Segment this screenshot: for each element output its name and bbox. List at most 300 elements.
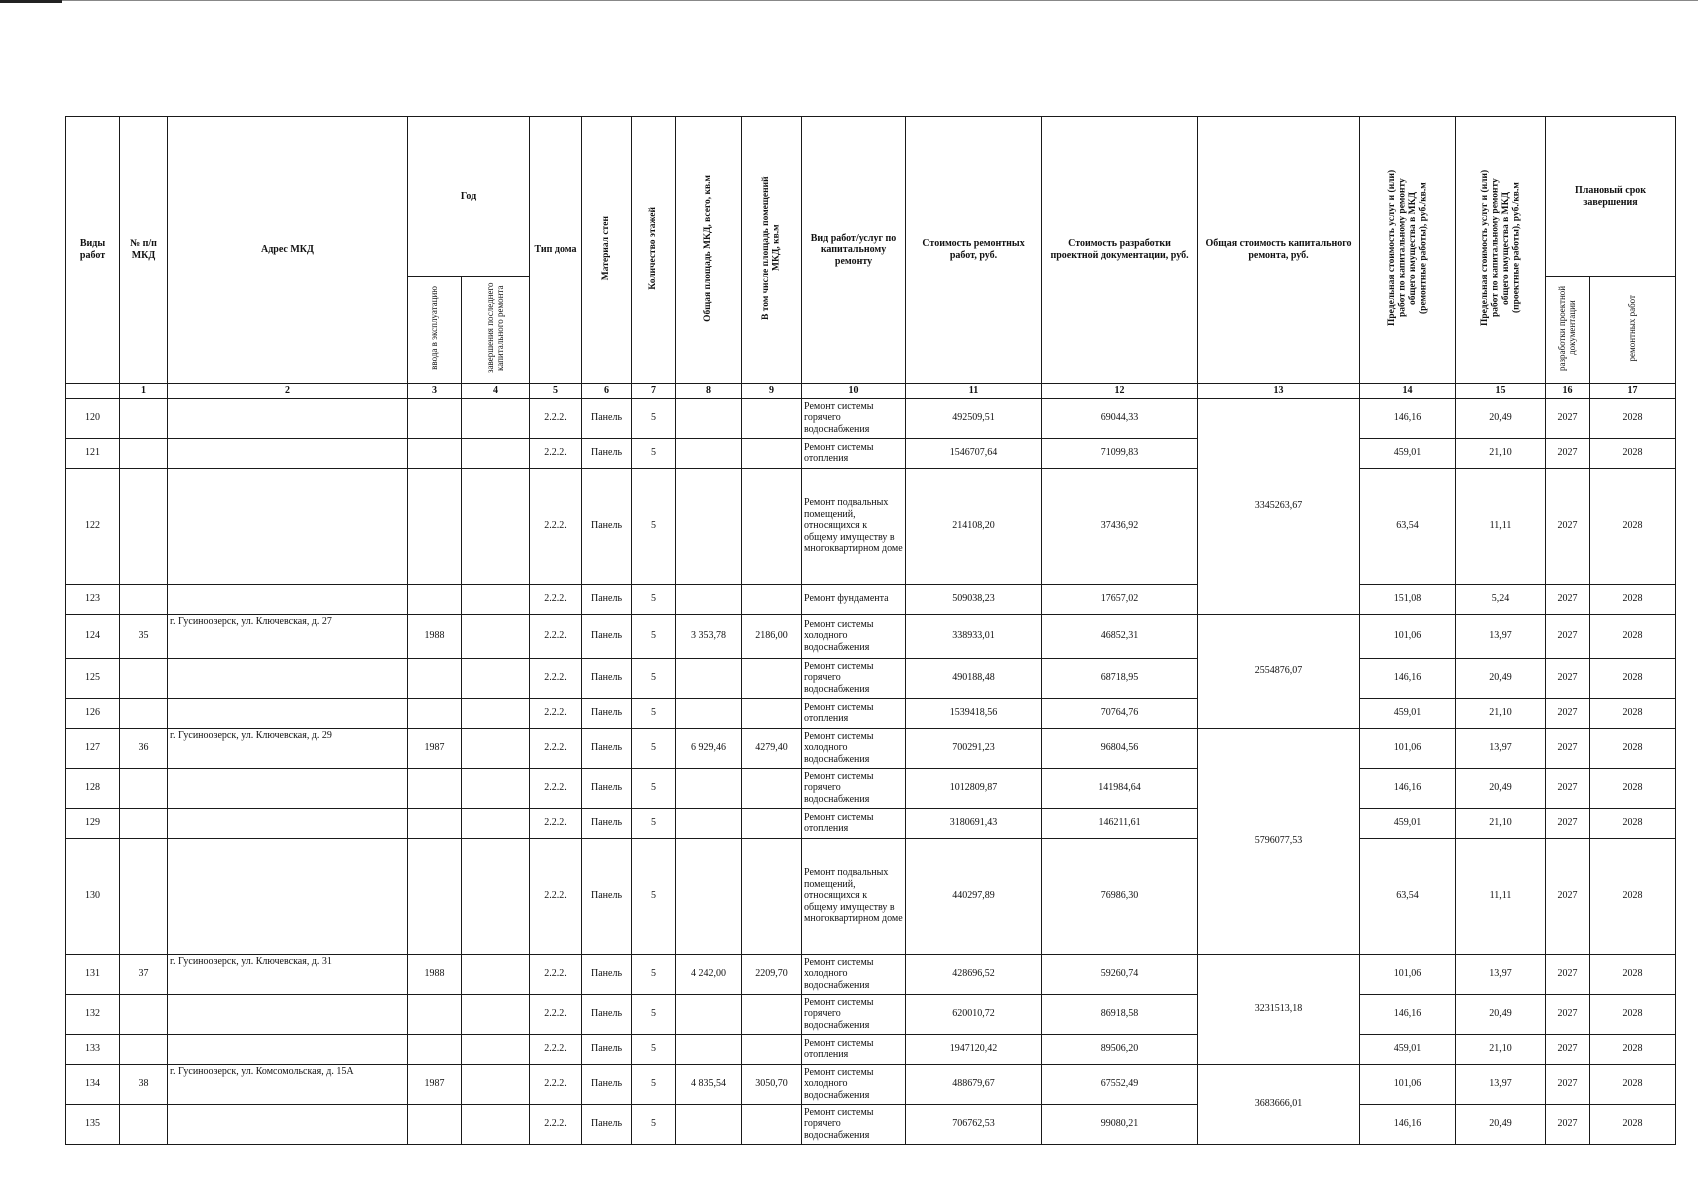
row-number-cell: 133 <box>66 1034 120 1064</box>
table-row <box>66 768 1676 808</box>
limit-repair-cell: 459,01 <box>1360 1034 1456 1064</box>
repair-cost-cell: 3180691,43 <box>906 808 1042 838</box>
total-area-cell: 6 929,46 <box>676 728 742 768</box>
repair-cost-cell: 1539418,56 <box>906 698 1042 728</box>
work-kind-cell: Ремонт системы отопления <box>802 698 906 728</box>
design-cost-cell: 141984,64 <box>1042 768 1198 808</box>
total-area-cell <box>676 398 742 438</box>
house-type-cell: 2.2.2. <box>530 1064 582 1104</box>
total-area-cell <box>676 584 742 614</box>
repair-cost-cell: 1947120,42 <box>906 1034 1042 1064</box>
floors-cell: 5 <box>632 468 676 584</box>
column-number: 7 <box>632 383 676 398</box>
header-house-type: Тип дома <box>530 117 582 384</box>
premises-area-cell: 4279,40 <box>742 728 802 768</box>
subheader-year-commission <box>408 277 462 384</box>
floors-cell: 5 <box>632 584 676 614</box>
address-cell <box>168 698 408 728</box>
wall-material-cell: Панель <box>582 728 632 768</box>
mkd-number-cell: 36 <box>120 728 168 768</box>
limit-repair-cell: 146,16 <box>1360 768 1456 808</box>
wall-material-cell: Панель <box>582 768 632 808</box>
row-number-cell: 124 <box>66 614 120 658</box>
mkd-number-cell <box>120 1034 168 1064</box>
repair-cost-cell: 440297,89 <box>906 838 1042 954</box>
house-type-cell: 2.2.2. <box>530 838 582 954</box>
year-commission-cell <box>408 698 462 728</box>
design-cost-cell: 146211,61 <box>1042 808 1198 838</box>
premises-area-cell: 3050,70 <box>742 1064 802 1104</box>
header-mkd-num: № п/п МКД <box>120 117 168 384</box>
planned-design-cell: 2027 <box>1546 994 1590 1034</box>
mkd-number-cell <box>120 768 168 808</box>
column-number: 15 <box>1456 383 1546 398</box>
column-number: 2 <box>168 383 408 398</box>
repair-cost-cell: 620010,72 <box>906 994 1042 1034</box>
address-cell <box>168 398 408 438</box>
column-number: 1 <box>120 383 168 398</box>
premises-area-cell <box>742 768 802 808</box>
premises-area-cell <box>742 658 802 698</box>
total-area-cell <box>676 468 742 584</box>
premises-area-cell <box>742 438 802 468</box>
total-area-cell <box>676 698 742 728</box>
limit-design-cell: 21,10 <box>1456 1034 1546 1064</box>
subheader-year-commission-text: ввода в эксплуатацию <box>428 286 439 370</box>
table-row <box>66 728 1676 768</box>
row-number-cell: 125 <box>66 658 120 698</box>
header-limit-design <box>1456 117 1546 384</box>
limit-design-cell: 13,97 <box>1456 954 1546 994</box>
premises-area-cell <box>742 584 802 614</box>
floors-cell: 5 <box>632 1034 676 1064</box>
year-repair-cell <box>462 614 530 658</box>
year-repair-cell <box>462 728 530 768</box>
year-commission-cell <box>408 1034 462 1064</box>
premises-area-cell <box>742 994 802 1034</box>
year-repair-cell <box>462 468 530 584</box>
year-commission-cell <box>408 468 462 584</box>
floors-cell: 5 <box>632 808 676 838</box>
mkd-number-cell <box>120 1104 168 1144</box>
row-number-cell: 130 <box>66 838 120 954</box>
floors-cell: 5 <box>632 838 676 954</box>
floors-cell: 5 <box>632 698 676 728</box>
total-area-cell: 4 835,54 <box>676 1064 742 1104</box>
premises-area-cell <box>742 1034 802 1064</box>
mkd-number-cell <box>120 468 168 584</box>
wall-material-cell: Панель <box>582 1034 632 1064</box>
total-area-cell <box>676 438 742 468</box>
year-commission-cell <box>408 584 462 614</box>
address-cell <box>168 838 408 954</box>
subheader-planned-repair <box>1590 277 1676 384</box>
header-work-types: Виды работ <box>66 117 120 384</box>
header-limit-design-text: Предельная стоимость услуг и (или) работ по капитальному ремонту общего имущества в МКД (проектные работы), руб./кв.м <box>1479 169 1521 327</box>
limit-design-cell: 21,10 <box>1456 808 1546 838</box>
column-number: 11 <box>906 383 1042 398</box>
mkd-number-cell <box>120 398 168 438</box>
limit-repair-cell: 459,01 <box>1360 698 1456 728</box>
address-cell <box>168 1034 408 1064</box>
planned-design-cell: 2027 <box>1546 954 1590 994</box>
subheader-planned-design-text: разработки проектной документации <box>1556 285 1577 371</box>
year-commission-cell <box>408 994 462 1034</box>
house-type-cell: 2.2.2. <box>530 994 582 1034</box>
table-row <box>66 838 1676 954</box>
planned-repair-cell: 2028 <box>1590 728 1676 768</box>
row-number-cell: 135 <box>66 1104 120 1144</box>
limit-repair-cell: 146,16 <box>1360 994 1456 1034</box>
limit-repair-cell: 101,06 <box>1360 614 1456 658</box>
house-type-cell: 2.2.2. <box>530 728 582 768</box>
repair-cost-cell: 1012809,87 <box>906 768 1042 808</box>
year-repair-cell <box>462 698 530 728</box>
floors-cell: 5 <box>632 954 676 994</box>
wall-material-cell: Панель <box>582 1104 632 1144</box>
design-cost-cell: 68718,95 <box>1042 658 1198 698</box>
total-cost-cell: 5796077,53 <box>1198 728 1360 954</box>
wall-material-cell: Панель <box>582 808 632 838</box>
design-cost-cell: 69044,33 <box>1042 398 1198 438</box>
floors-cell: 5 <box>632 768 676 808</box>
planned-repair-cell: 2028 <box>1590 994 1676 1034</box>
header-year: Год <box>408 117 530 277</box>
total-area-cell <box>676 1104 742 1144</box>
header-wall-material <box>582 117 632 384</box>
wall-material-cell: Панель <box>582 398 632 438</box>
row-number-cell: 127 <box>66 728 120 768</box>
repair-cost-cell: 490188,48 <box>906 658 1042 698</box>
planned-design-cell: 2027 <box>1546 1034 1590 1064</box>
limit-design-cell: 13,97 <box>1456 614 1546 658</box>
limit-repair-cell: 146,16 <box>1360 1104 1456 1144</box>
header-floors-text: Количество этажей <box>648 206 659 290</box>
premises-area-cell <box>742 468 802 584</box>
repair-cost-cell: 1546707,64 <box>906 438 1042 468</box>
column-number: 5 <box>530 383 582 398</box>
planned-repair-cell: 2028 <box>1590 658 1676 698</box>
column-number: 6 <box>582 383 632 398</box>
limit-repair-cell: 151,08 <box>1360 584 1456 614</box>
house-type-cell: 2.2.2. <box>530 808 582 838</box>
table-body <box>66 398 1676 1144</box>
work-kind-cell: Ремонт системы горячего водоснабжения <box>802 1104 906 1144</box>
subheader-planned-design <box>1546 277 1590 384</box>
design-cost-cell: 17657,02 <box>1042 584 1198 614</box>
total-cost-cell: 3231513,18 <box>1198 954 1360 1064</box>
column-number: 10 <box>802 383 906 398</box>
house-type-cell: 2.2.2. <box>530 768 582 808</box>
table-row <box>66 658 1676 698</box>
limit-repair-cell: 101,06 <box>1360 728 1456 768</box>
address-cell <box>168 584 408 614</box>
repair-cost-cell: 428696,52 <box>906 954 1042 994</box>
subheader-year-repair <box>462 277 530 384</box>
mkd-number-cell <box>120 838 168 954</box>
work-kind-cell: Ремонт системы холодного водоснабжения <box>802 614 906 658</box>
work-kind-cell: Ремонт системы холодного водоснабжения <box>802 1064 906 1104</box>
premises-area-cell <box>742 808 802 838</box>
header-total-area <box>676 117 742 384</box>
floors-cell: 5 <box>632 658 676 698</box>
planned-design-cell: 2027 <box>1546 768 1590 808</box>
header-total-cost: Общая стоимость капитального ремонта, руб. <box>1198 117 1360 384</box>
planned-design-cell: 2027 <box>1546 468 1590 584</box>
column-numbers-row <box>66 383 1676 398</box>
year-repair-cell <box>462 838 530 954</box>
repair-cost-cell: 214108,20 <box>906 468 1042 584</box>
wall-material-cell: Панель <box>582 468 632 584</box>
table-row <box>66 398 1676 438</box>
floors-cell: 5 <box>632 398 676 438</box>
year-commission-cell: 1987 <box>408 728 462 768</box>
table-row <box>66 1104 1676 1144</box>
year-commission-cell: 1987 <box>408 1064 462 1104</box>
limit-design-cell: 21,10 <box>1456 698 1546 728</box>
year-commission-cell: 1988 <box>408 954 462 994</box>
premises-area-cell <box>742 698 802 728</box>
row-number-cell: 131 <box>66 954 120 994</box>
limit-design-cell: 11,11 <box>1456 468 1546 584</box>
total-area-cell <box>676 994 742 1034</box>
total-area-cell <box>676 838 742 954</box>
column-number: 9 <box>742 383 802 398</box>
limit-repair-cell: 146,16 <box>1360 398 1456 438</box>
address-cell: г. Гусиноозерск, ул. Ключевская, д. 27 <box>168 614 408 658</box>
work-kind-cell: Ремонт системы отопления <box>802 1034 906 1064</box>
year-commission-cell <box>408 658 462 698</box>
wall-material-cell: Панель <box>582 954 632 994</box>
year-repair-cell <box>462 1064 530 1104</box>
year-commission-cell <box>408 768 462 808</box>
column-number: 8 <box>676 383 742 398</box>
year-repair-cell <box>462 398 530 438</box>
capital-repair-table <box>65 116 1676 1145</box>
year-repair-cell <box>462 658 530 698</box>
house-type-cell: 2.2.2. <box>530 1034 582 1064</box>
work-kind-cell: Ремонт подвальных помещений, относящихся к общему имуществу в многоквартирном доме <box>802 838 906 954</box>
work-kind-cell: Ремонт фундамента <box>802 584 906 614</box>
house-type-cell: 2.2.2. <box>530 438 582 468</box>
year-commission-cell: 1988 <box>408 614 462 658</box>
total-area-cell <box>676 658 742 698</box>
year-commission-cell <box>408 1104 462 1144</box>
planned-design-cell: 2027 <box>1546 838 1590 954</box>
limit-design-cell: 5,24 <box>1456 584 1546 614</box>
limit-design-cell: 13,97 <box>1456 728 1546 768</box>
year-commission-cell <box>408 398 462 438</box>
design-cost-cell: 46852,31 <box>1042 614 1198 658</box>
premises-area-cell <box>742 1104 802 1144</box>
work-kind-cell: Ремонт системы горячего водоснабжения <box>802 398 906 438</box>
header-planned: Плановый срок завершения <box>1546 117 1676 277</box>
design-cost-cell: 76986,30 <box>1042 838 1198 954</box>
wall-material-cell: Панель <box>582 614 632 658</box>
planned-repair-cell: 2028 <box>1590 614 1676 658</box>
year-repair-cell <box>462 1034 530 1064</box>
column-number: 14 <box>1360 383 1456 398</box>
total-area-cell <box>676 1034 742 1064</box>
planned-design-cell: 2027 <box>1546 398 1590 438</box>
mkd-number-cell <box>120 808 168 838</box>
house-type-cell: 2.2.2. <box>530 468 582 584</box>
planned-design-cell: 2027 <box>1546 438 1590 468</box>
design-cost-cell: 67552,49 <box>1042 1064 1198 1104</box>
limit-design-cell: 11,11 <box>1456 838 1546 954</box>
header-premises-area <box>742 117 802 384</box>
row-number-cell: 126 <box>66 698 120 728</box>
planned-repair-cell: 2028 <box>1590 768 1676 808</box>
planned-repair-cell: 2028 <box>1590 838 1676 954</box>
table-row <box>66 584 1676 614</box>
house-type-cell: 2.2.2. <box>530 954 582 994</box>
limit-design-cell: 20,49 <box>1456 658 1546 698</box>
limit-design-cell: 20,49 <box>1456 398 1546 438</box>
limit-repair-cell: 459,01 <box>1360 438 1456 468</box>
design-cost-cell: 96804,56 <box>1042 728 1198 768</box>
year-repair-cell <box>462 954 530 994</box>
planned-design-cell: 2027 <box>1546 658 1590 698</box>
limit-repair-cell: 459,01 <box>1360 808 1456 838</box>
wall-material-cell: Панель <box>582 994 632 1034</box>
mkd-number-cell <box>120 658 168 698</box>
floors-cell: 5 <box>632 1064 676 1104</box>
header-address: Адрес МКД <box>168 117 408 384</box>
limit-repair-cell: 63,54 <box>1360 838 1456 954</box>
column-number-empty <box>66 383 120 398</box>
year-commission-cell <box>408 438 462 468</box>
premises-area-cell <box>742 398 802 438</box>
total-area-cell: 4 242,00 <box>676 954 742 994</box>
header-premises-area-text: В том числе площадь помещений МКД, кв.м <box>761 176 782 320</box>
design-cost-cell: 70764,76 <box>1042 698 1198 728</box>
column-number: 16 <box>1546 383 1590 398</box>
year-repair-cell <box>462 1104 530 1144</box>
floors-cell: 5 <box>632 994 676 1034</box>
row-number-cell: 123 <box>66 584 120 614</box>
mkd-number-cell: 35 <box>120 614 168 658</box>
row-number-cell: 122 <box>66 468 120 584</box>
row-number-cell: 120 <box>66 398 120 438</box>
floors-cell: 5 <box>632 728 676 768</box>
limit-design-cell: 13,97 <box>1456 1064 1546 1104</box>
address-cell: г. Гусиноозерск, ул. Ключевская, д. 31 <box>168 954 408 994</box>
mkd-number-cell <box>120 698 168 728</box>
planned-repair-cell: 2028 <box>1590 698 1676 728</box>
table-row <box>66 698 1676 728</box>
planned-design-cell: 2027 <box>1546 808 1590 838</box>
address-cell <box>168 1104 408 1144</box>
table-row <box>66 1064 1676 1104</box>
column-number: 13 <box>1198 383 1360 398</box>
work-kind-cell: Ремонт системы горячего водоснабжения <box>802 994 906 1034</box>
house-type-cell: 2.2.2. <box>530 658 582 698</box>
table-row <box>66 614 1676 658</box>
house-type-cell: 2.2.2. <box>530 584 582 614</box>
address-cell: г. Гусиноозерск, ул. Ключевская, д. 29 <box>168 728 408 768</box>
planned-design-cell: 2027 <box>1546 584 1590 614</box>
limit-design-cell: 20,49 <box>1456 994 1546 1034</box>
row-number-cell: 128 <box>66 768 120 808</box>
planned-design-cell: 2027 <box>1546 698 1590 728</box>
year-repair-cell <box>462 808 530 838</box>
total-cost-cell: 2554876,07 <box>1198 614 1360 728</box>
column-number: 12 <box>1042 383 1198 398</box>
house-type-cell: 2.2.2. <box>530 614 582 658</box>
year-repair-cell <box>462 768 530 808</box>
address-cell <box>168 768 408 808</box>
work-kind-cell: Ремонт системы горячего водоснабжения <box>802 768 906 808</box>
total-area-cell: 3 353,78 <box>676 614 742 658</box>
header-repair-cost: Стоимость ремонтных работ, руб. <box>906 117 1042 384</box>
house-type-cell: 2.2.2. <box>530 698 582 728</box>
row-number-cell: 134 <box>66 1064 120 1104</box>
work-kind-cell: Ремонт системы отопления <box>802 438 906 468</box>
floors-cell: 5 <box>632 1104 676 1144</box>
column-number: 17 <box>1590 383 1676 398</box>
address-cell <box>168 994 408 1034</box>
house-type-cell: 2.2.2. <box>530 398 582 438</box>
planned-repair-cell: 2028 <box>1590 1034 1676 1064</box>
premises-area-cell <box>742 838 802 954</box>
total-area-cell <box>676 768 742 808</box>
design-cost-cell: 89506,20 <box>1042 1034 1198 1064</box>
repair-cost-cell: 488679,67 <box>906 1064 1042 1104</box>
address-cell <box>168 658 408 698</box>
repair-cost-cell: 509038,23 <box>906 584 1042 614</box>
repair-cost-cell: 706762,53 <box>906 1104 1042 1144</box>
limit-design-cell: 20,49 <box>1456 1104 1546 1144</box>
mkd-number-cell <box>120 994 168 1034</box>
address-cell <box>168 438 408 468</box>
column-number: 3 <box>408 383 462 398</box>
table-row <box>66 1034 1676 1064</box>
premises-area-cell: 2209,70 <box>742 954 802 994</box>
page-top-border <box>0 0 1698 1</box>
design-cost-cell: 99080,21 <box>1042 1104 1198 1144</box>
wall-material-cell: Панель <box>582 1064 632 1104</box>
limit-design-cell: 20,49 <box>1456 768 1546 808</box>
limit-repair-cell: 146,16 <box>1360 658 1456 698</box>
planned-design-cell: 2027 <box>1546 614 1590 658</box>
repair-cost-cell: 700291,23 <box>906 728 1042 768</box>
design-cost-cell: 86918,58 <box>1042 994 1198 1034</box>
table-row <box>66 438 1676 468</box>
address-cell: г. Гусиноозерск, ул. Комсомольская, д. 15А <box>168 1064 408 1104</box>
table-row <box>66 954 1676 994</box>
design-cost-cell: 71099,83 <box>1042 438 1198 468</box>
planned-repair-cell: 2028 <box>1590 468 1676 584</box>
page-top-mark <box>0 0 62 3</box>
year-repair-cell <box>462 994 530 1034</box>
year-commission-cell <box>408 808 462 838</box>
floors-cell: 5 <box>632 438 676 468</box>
mkd-number-cell: 37 <box>120 954 168 994</box>
wall-material-cell: Панель <box>582 438 632 468</box>
work-kind-cell: Ремонт подвальных помещений, относящихся к общему имуществу в многоквартирном доме <box>802 468 906 584</box>
year-repair-cell <box>462 584 530 614</box>
address-cell <box>168 468 408 584</box>
subheader-year-repair-text: завершения последнего капитального ремонта <box>484 282 505 374</box>
repair-cost-cell: 492509,51 <box>906 398 1042 438</box>
table-row <box>66 808 1676 838</box>
row-number-cell: 132 <box>66 994 120 1034</box>
planned-repair-cell: 2028 <box>1590 438 1676 468</box>
mkd-number-cell <box>120 584 168 614</box>
table-row <box>66 994 1676 1034</box>
work-kind-cell: Ремонт системы отопления <box>802 808 906 838</box>
